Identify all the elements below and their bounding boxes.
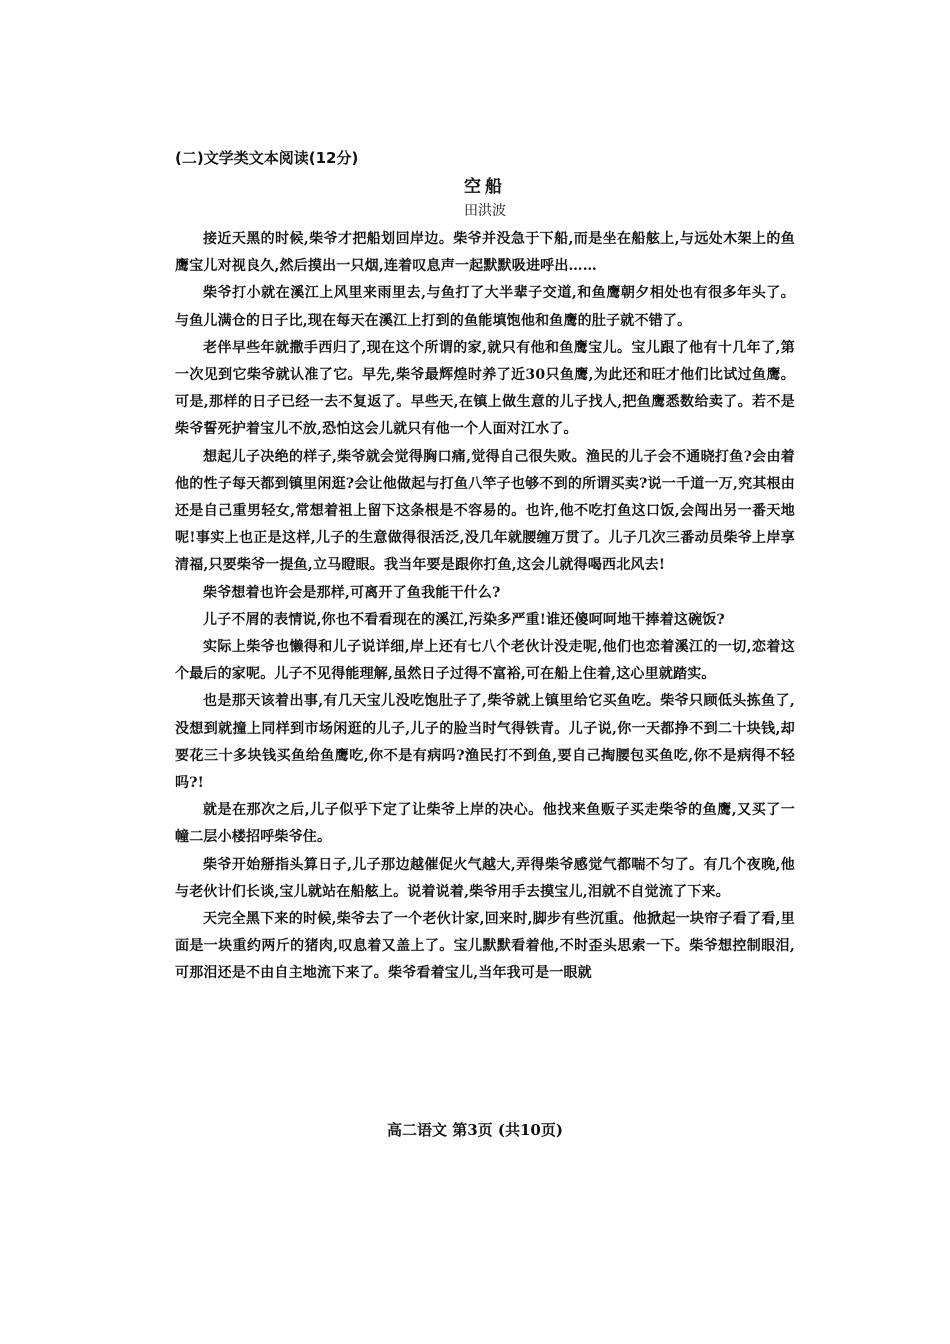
paragraph-1: 接近天黑的时候,柴爷才把船划回岸边。柴爷并没急于下船,而是坐在船舷上,与远处木架上的鱼鹰宝儿对视良久,然后摸出一只烟,连着叹息声一起默默吸进呼出…… (175, 231, 795, 275)
paragraph-3: 老伴早些年就撒手西归了,现在这个所谓的家,就只有他和鱼鹰宝儿。宝儿跟了他有十几年了,第一次见到它柴爷就认准了它。早先,柴爷最辉煌时养了近30只鱼鹰,为此还和旺才他们比试过鱼鹰。可是,那样的日子已经一去不复返了。早些天,在镇上做生意的儿子找人,把鱼鹰悉数给卖了。若不是柴爷誓死护着宝儿不放,恐怕这会儿就只有他一个人面对江水了。 (175, 339, 795, 438)
paragraph-9: 就是在那次之后,儿子似乎下定了让柴爷上岸的决心。他找来鱼贩子买走柴爷的鱼鹰,又买了一幢二层小楼招呼柴爷住。 (175, 802, 795, 846)
article-author: 田洪波 (464, 203, 506, 219)
paragraph-8: 也是那天该着出事,有几天宝儿没吃饱肚子了,柴爷就上镇里给它买鱼吃。柴爷只顾低头拣鱼了,没想到就撞上同样到市场闲逛的儿子,儿子的脸当时气得铁青。儿子说,你一天都挣不到二十块钱,却要花三十多块钱买鱼给鱼鹰吃,你不是有病吗?渔民打不到鱼,要自己掏腰包买鱼吃,你不是病得不轻吗?! (175, 693, 795, 792)
page-content (175, 148, 795, 988)
section-title: (二)文学类文本阅读(12分) (175, 149, 359, 167)
article-title: 空船 (464, 177, 506, 197)
paragraph-2: 柴爷打小就在溪江上风里来雨里去,与鱼打了大半辈子交道,和鱼鹰朝夕相处也有很多年头了。与鱼儿满仓的日子比,现在每天在溪江上打到的鱼能填饱他和鱼鹰的肚子就不错了。 (175, 285, 795, 329)
paragraph-6: 儿子不屑的表情说,你也不看看现在的溪江,污染多严重!谁还傻呵呵地干捧着这碗饭? (203, 611, 725, 628)
page-footer: 高二语文 第3页 (共10页) (387, 1121, 563, 1139)
paragraph-5: 柴爷想着也许会是那样,可离开了鱼我能干什么? (203, 584, 501, 601)
paragraph-11: 天完全黑下来的时候,柴爷去了一个老伙计家,回来时,脚步有些沉重。他掀起一块帘子看了看,里面是一块重约两斤的猪肉,叹息着又盖上了。宝儿默默看着他,不时歪头思索一下。柴爷想控制眼泪,可那泪还是不由自主地流下来了。柴爷看着宝儿,当年我可是一眼就 (175, 911, 795, 982)
paragraph-10: 柴爷开始掰指头算日子,儿子那边越催促火气越大,弄得柴爷感觉气都喘不匀了。有几个夜晚,他与老伙计们长谈,宝儿就站在船舷上。说着说着,柴爷用手去摸宝儿,泪就不自觉流了下来。 (175, 856, 795, 900)
article-body (175, 226, 795, 988)
paragraph-4: 想起儿子决绝的样子,柴爷就会觉得胸口痛,觉得自己很失败。渔民的儿子会不通晓打鱼?会由着他的性子每天都到镇里闲逛?会让他做起与打鱼八竿子也够不到的所谓买卖?说一千道一万,究其根由还是自己重男轻女,常想着祖上留下这条根是不容易的。也许,他不吃打鱼这口饭,会闯出另一番天地呢!事实上也正是这样,儿子的生意做得很活泛,没几年就腰缠万贯了。儿子几次三番动员柴爷上岸享清福,只要柴爷一提鱼,立马瞪眼。我当年要是跟你打鱼,这会儿就得喝西北风去! (175, 448, 795, 574)
paragraph-7: 实际上柴爷也懒得和儿子说详细,岸上还有七八个老伙计没走呢,他们也恋着溪江的一切,恋着这个最后的家呢。儿子不见得能理解,虽然日子过得不富裕,可在船上住着,这心里就踏实。 (175, 639, 795, 683)
